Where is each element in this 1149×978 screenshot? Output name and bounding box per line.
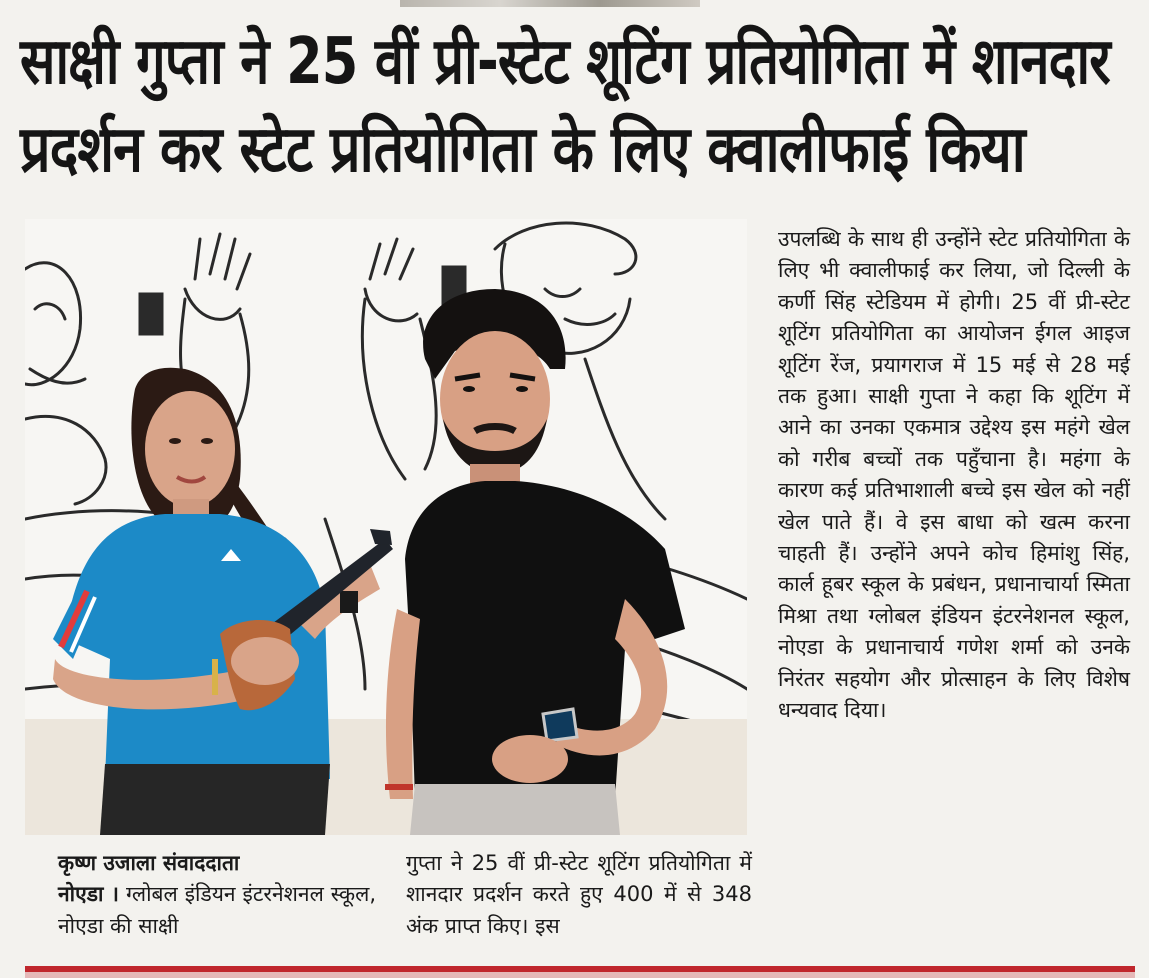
byline: कृष्ण उजाला संवाददाता	[58, 851, 240, 875]
article-text-left: ग्लोबल इंडियन इंटरनेशनल स्कूल, नोएडा की साक्षी	[58, 882, 376, 938]
bottom-pink-rule	[25, 972, 1135, 978]
article-text-right: उपलब्धि के साथ ही उन्होंने स्टेट प्रतियोगिता के लिए भी क्वालीफाई कर लिया, जो दिल्ली के कर्णी सिंह स्टेडियम में होगी। 25 वीं प्री-स्टेट शूटिंग प्रतियोगिता का आयोजन ईगल आइज शूटिंग रेंज, प्रयागराज में 15 मई से 28 मई तक हुआ। साक्षी गुप्ता ने कहा कि शूटिंग में आने का उनका एकमात्र उद्देश्य इस महंगे खेल को गरीब बच्चों तक पहुँचाना है। महंगा के कारण कई प्रतिभाशाली बच्चे इस खेल को नहीं खेल पाते हैं। वे इस बाधा को खत्म करना चाहती हैं। उन्होंने अपने कोच हिमांशु सिंह, कार्ल हूबर स्कूल के प्रबंधन, प्रधानाचार्या स्मिता मिश्रा तथा ग्लोबल इंडियन इंटरनेशनल स्कूल, नोएडा के प्रधानाचार्य गणेश शर्मा को उनके निरंतर सहयोग और प्रोत्साहन के लिए विशेष धन्यवाद दिया।	[778, 227, 1130, 723]
news-photo	[25, 219, 747, 835]
dateline-place: नोएडा ।	[58, 882, 119, 907]
article-text-middle: गुप्ता ने 25 वीं प्री-स्टेट शूटिंग प्रतियोगिता में शानदार प्रदर्शन करते हुए 400 में से 348 अंक प्राप्त किए। इस	[406, 851, 752, 938]
article-column-left	[58, 848, 376, 942]
article-column-middle	[406, 848, 752, 942]
headline-line-1: साक्षी गुप्ता ने 25 वीं प्री-स्टेट शूटिंग प्रतियोगिता में शानदार	[20, 25, 1110, 99]
article-column-right	[778, 224, 1130, 727]
top-photo-strip	[400, 0, 700, 7]
headline-line-2: प्रदर्शन कर स्टेट प्रतियोगिता के लिए क्वालीफाई किया	[20, 113, 1025, 187]
headline	[20, 18, 1130, 194]
